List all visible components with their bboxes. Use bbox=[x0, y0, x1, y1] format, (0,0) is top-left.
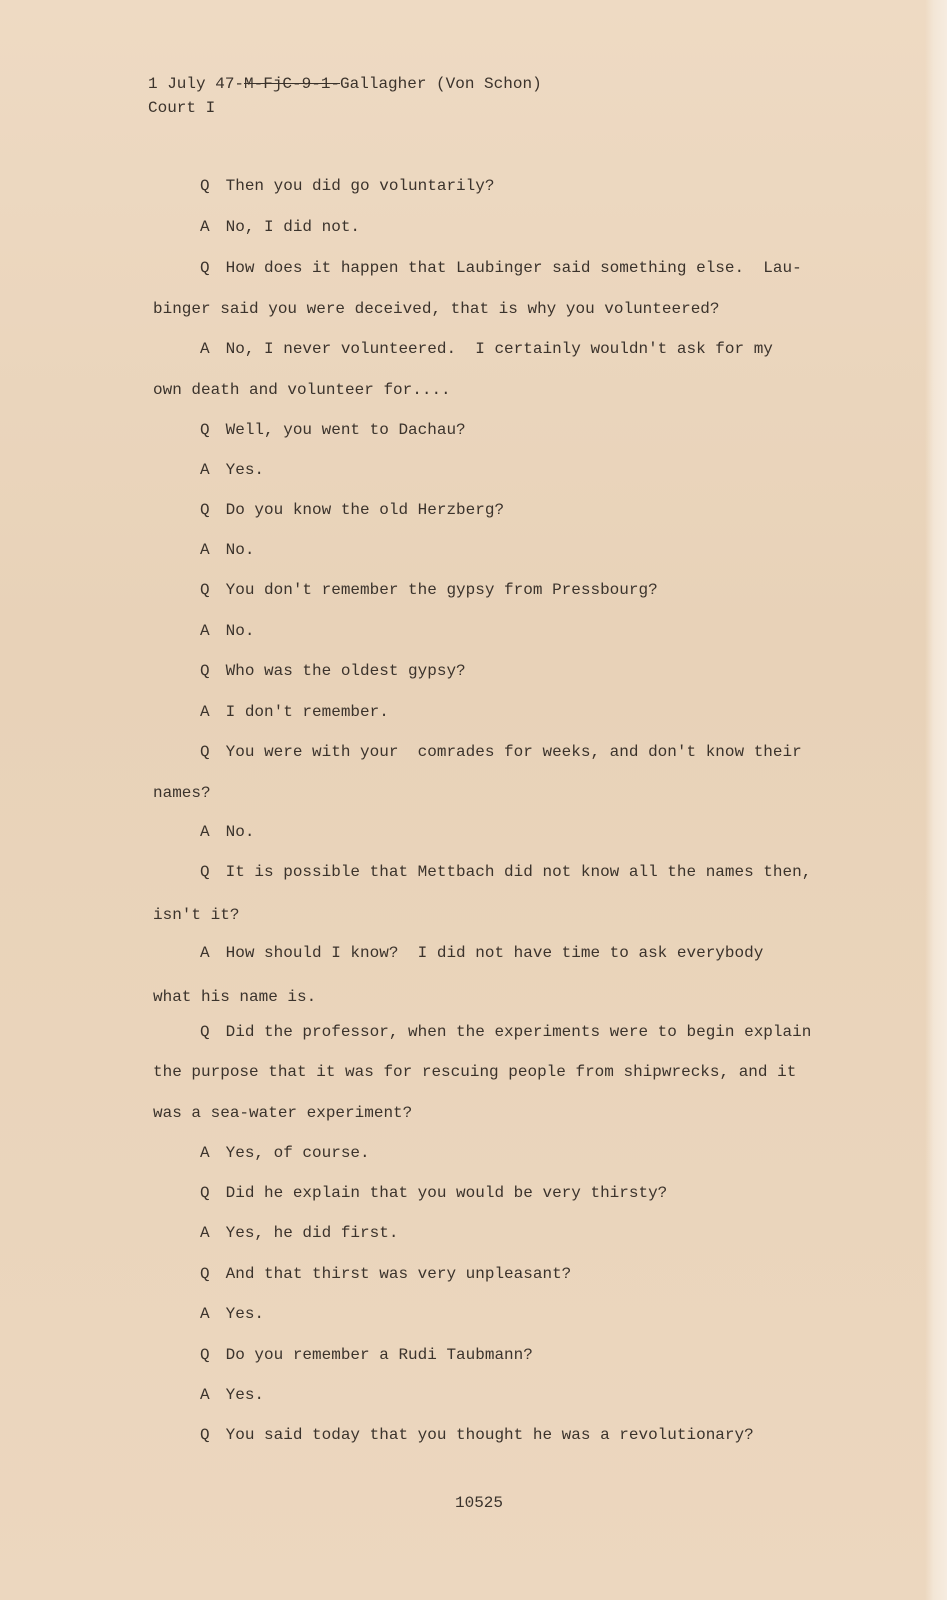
header-struck-code: M-FjC-9-1- bbox=[244, 75, 341, 93]
line-text: Yes, he did first. bbox=[225, 1224, 399, 1242]
answer-line bbox=[200, 1223, 398, 1243]
continuation-line bbox=[153, 987, 316, 1007]
line-text: No, I never volunteered. I certainly wouldn't ask for my bbox=[225, 340, 773, 358]
speaker-label: Q bbox=[200, 581, 210, 599]
speaker-label: Q bbox=[200, 421, 210, 439]
question-line bbox=[200, 500, 504, 520]
speaker-label: Q bbox=[200, 1426, 210, 1444]
speaker-label: A bbox=[200, 1224, 210, 1242]
speaker-label: A bbox=[200, 1305, 210, 1323]
speaker-label: A bbox=[200, 823, 210, 841]
question-line bbox=[200, 1425, 754, 1445]
speaker-label: A bbox=[200, 944, 210, 962]
speaker-label: Q bbox=[200, 863, 210, 881]
line-text: isn't it? bbox=[153, 906, 240, 924]
header-date: 1 July 47- bbox=[148, 75, 245, 93]
speaker-label: Q bbox=[200, 1023, 210, 1041]
speaker-label: Q bbox=[200, 501, 210, 519]
paper-edge bbox=[925, 0, 947, 1600]
continuation-line bbox=[153, 783, 211, 803]
answer-line bbox=[200, 460, 264, 480]
speaker-label: Q bbox=[200, 662, 210, 680]
answer-line bbox=[200, 540, 254, 560]
line-text: was a sea-water experiment? bbox=[153, 1104, 413, 1122]
speaker-label: A bbox=[200, 541, 210, 559]
header-court: Court I bbox=[148, 99, 216, 117]
line-text: the purpose that it was for rescuing people from shipwrecks, and it bbox=[153, 1063, 797, 1081]
speaker-label: A bbox=[200, 622, 210, 640]
question-line bbox=[200, 1183, 667, 1203]
speaker-label: A bbox=[200, 218, 210, 236]
answer-line bbox=[200, 621, 254, 641]
answer-line bbox=[200, 822, 254, 842]
speaker-label: Q bbox=[200, 177, 210, 195]
continuation-line bbox=[153, 299, 720, 319]
speaker-label: A bbox=[200, 1144, 210, 1162]
speaker-label: A bbox=[200, 1386, 210, 1404]
line-text: Yes. bbox=[225, 1305, 265, 1323]
continuation-line bbox=[153, 905, 239, 925]
speaker-label: A bbox=[200, 461, 210, 479]
line-text: No. bbox=[225, 622, 255, 640]
line-text: Do you remember a Rudi Taubmann? bbox=[225, 1346, 533, 1364]
line-text: names? bbox=[153, 784, 211, 802]
answer-line bbox=[200, 339, 773, 359]
question-line bbox=[200, 420, 466, 440]
line-text: own death and volunteer for.... bbox=[153, 381, 451, 399]
question-line bbox=[200, 1345, 533, 1365]
line-text: No. bbox=[225, 541, 255, 559]
line-text: Do you know the old Herzberg? bbox=[225, 501, 505, 519]
speaker-label: A bbox=[200, 703, 210, 721]
speaker-label: A bbox=[200, 340, 210, 358]
line-text: Who was the oldest gypsy? bbox=[225, 662, 466, 680]
line-text: Well, you went to Dachau? bbox=[225, 421, 466, 439]
question-line bbox=[200, 258, 802, 278]
line-text: How should I know? I did not have time to ask everybody bbox=[225, 944, 764, 962]
question-line bbox=[200, 1264, 571, 1284]
line-text: Did the professor, when the experiments were to begin explain bbox=[225, 1023, 812, 1041]
document-header bbox=[148, 72, 542, 120]
answer-line bbox=[200, 943, 763, 963]
question-line bbox=[200, 1022, 811, 1042]
continuation-line bbox=[153, 1103, 412, 1123]
line-text: what his name is. bbox=[153, 988, 317, 1006]
line-text: How does it happen that Laubinger said something else. Lau- bbox=[225, 259, 802, 277]
speaker-label: Q bbox=[200, 743, 210, 761]
speaker-label: Q bbox=[200, 1346, 210, 1364]
page-number: 10525 bbox=[455, 1494, 504, 1512]
header-line bbox=[148, 72, 542, 96]
line-text: binger said you were deceived, that is why you volunteered? bbox=[153, 300, 720, 318]
line-text: Yes. bbox=[225, 461, 265, 479]
continuation-line bbox=[153, 1062, 796, 1082]
line-text: You don't remember the gypsy from Pressbourg? bbox=[225, 581, 658, 599]
answer-line bbox=[200, 702, 389, 722]
answer-line bbox=[200, 217, 360, 237]
header-name: Gallagher (Von Schon) bbox=[340, 75, 542, 93]
answer-line bbox=[200, 1385, 264, 1405]
line-text: Did he explain that you would be very thirsty? bbox=[225, 1184, 668, 1202]
line-text: No, I did not. bbox=[225, 218, 361, 236]
line-text: And that thirst was very unpleasant? bbox=[225, 1265, 572, 1283]
speaker-label: Q bbox=[200, 1265, 210, 1283]
speaker-label: Q bbox=[200, 1184, 210, 1202]
line-text: You said today that you thought he was a revolutionary? bbox=[225, 1426, 754, 1444]
question-line bbox=[200, 862, 811, 882]
line-text: I don't remember. bbox=[225, 703, 389, 721]
answer-line bbox=[200, 1304, 264, 1324]
speaker-label: Q bbox=[200, 259, 210, 277]
line-text: Then you did go voluntarily? bbox=[225, 177, 495, 195]
line-text: It is possible that Mettbach did not know all the names then, bbox=[225, 863, 812, 881]
continuation-line bbox=[153, 380, 451, 400]
line-text: You were with your comrades for weeks, and don't know their bbox=[225, 743, 802, 761]
answer-line bbox=[200, 1143, 370, 1163]
question-line bbox=[200, 176, 494, 196]
question-line bbox=[200, 661, 466, 681]
question-line bbox=[200, 742, 802, 762]
question-line bbox=[200, 580, 658, 600]
line-text: Yes, of course. bbox=[225, 1144, 370, 1162]
line-text: Yes. bbox=[225, 1386, 265, 1404]
line-text: No. bbox=[225, 823, 255, 841]
